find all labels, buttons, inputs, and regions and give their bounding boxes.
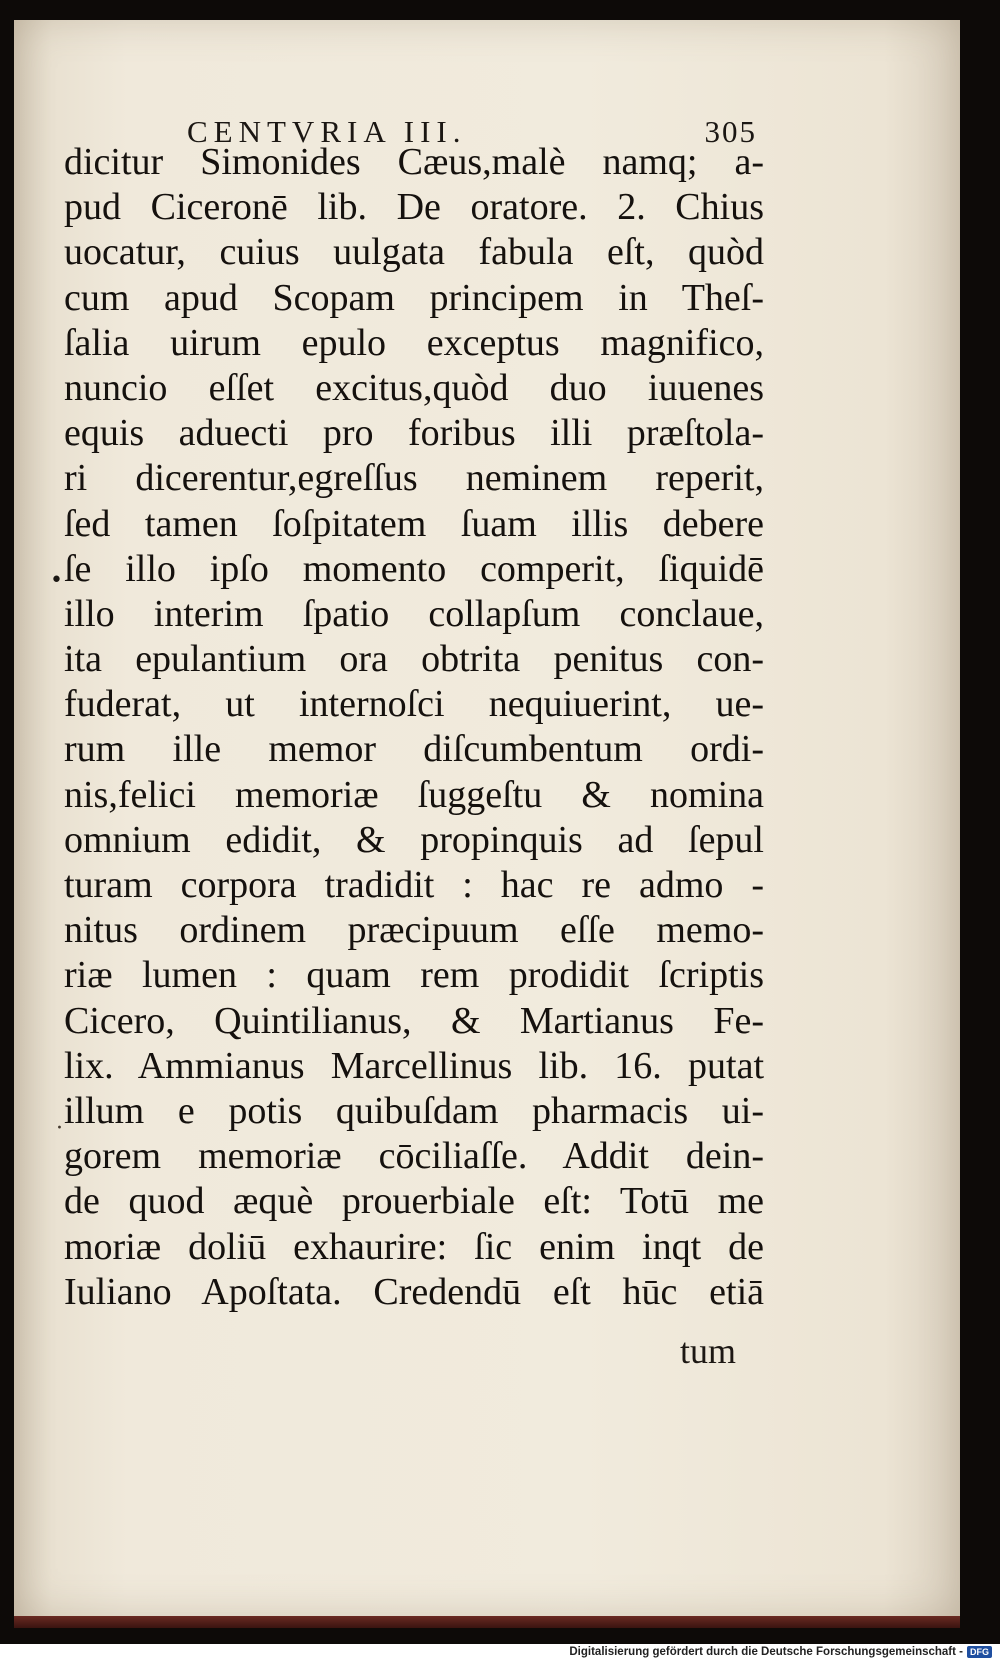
- margin-mark: ·: [56, 1116, 63, 1141]
- body-text: [64, 140, 764, 1315]
- text-line: dicitur Simonides Cæus,malè namq; a-: [64, 141, 764, 183]
- page-edge: [14, 1616, 960, 1628]
- text-line: rum ille memor diſcumbentum ordi-: [64, 728, 764, 771]
- text-line: uocatur, cuius uulgata fabula eſt, quòd: [64, 231, 764, 274]
- digitization-credit: [569, 1646, 992, 1658]
- text-line: omnium edidit, & propinquis ad ſepul: [64, 818, 764, 861]
- text-line: moriæ doliū exhaurire: ſic enim inqt de: [64, 1225, 764, 1268]
- text-line: ſe illo ipſo momento comperit, ſiquidē: [64, 547, 764, 590]
- text-line: illo interim ſpatio collapſum conclaue,: [64, 592, 764, 635]
- catchword: tum: [680, 1331, 737, 1371]
- text-line: ita epulantium ora obtrita penitus con-: [64, 638, 764, 681]
- text-line: de quod æquè prouerbiale eſt: Totū me: [64, 1180, 764, 1223]
- text-line: ſed tamen ſoſpitatem ſuam illis debere: [64, 502, 764, 545]
- text-line: nuncio eſſet excitus,quòd duo iuuenes: [64, 366, 764, 409]
- credit-text: Digitalisierung gefördert durch die Deutsche Forschungsgemeinschaft -: [569, 1646, 963, 1658]
- margin-mark: •: [50, 568, 63, 593]
- text-line: Cicero, Quintilianus, & Martianus Fe-: [64, 999, 764, 1042]
- text-line: pud Ciceronē lib. De oratore. 2. Chius: [64, 186, 764, 229]
- text-line: nis,felici memoriæ ſuggeſtu & nomina: [64, 773, 764, 816]
- page-number: 305: [704, 114, 757, 149]
- running-head: CENTVRIA III.: [187, 114, 467, 149]
- text-line: gorem memoriæ cōciliaſſe. Addit dein-: [64, 1135, 764, 1178]
- text-line: lix. Ammianus Marcellinus lib. 16. putat: [64, 1044, 764, 1087]
- text-line: equis aduecti pro foribus illi præſtola-: [64, 412, 764, 455]
- text-line: fuderat, ut internoſci nequiuerint, ue-: [64, 683, 764, 726]
- text-line: cum apud Scopam principem in Theſ-: [64, 276, 764, 319]
- text-line: ſalia uirum epulo exceptus magnifico,: [64, 321, 764, 364]
- text-line: nitus ordinem præcipuum eſſe memo-: [64, 909, 764, 952]
- text-line: riæ lumen : quam rem prodidit ſcriptis: [64, 954, 764, 997]
- text-line: illum e potis quibuſdam pharmacis ui-: [64, 1089, 764, 1132]
- text-line: turam corpora tradidit : hac re admo -: [64, 864, 764, 906]
- text-line: ri dicerentur,egreſſus neminem reperit,: [64, 457, 764, 500]
- text-line: Iuliano Apoſtata. Credendū eſt hūc etiā: [64, 1270, 764, 1313]
- dfg-logo-icon: DFG: [967, 1646, 992, 1658]
